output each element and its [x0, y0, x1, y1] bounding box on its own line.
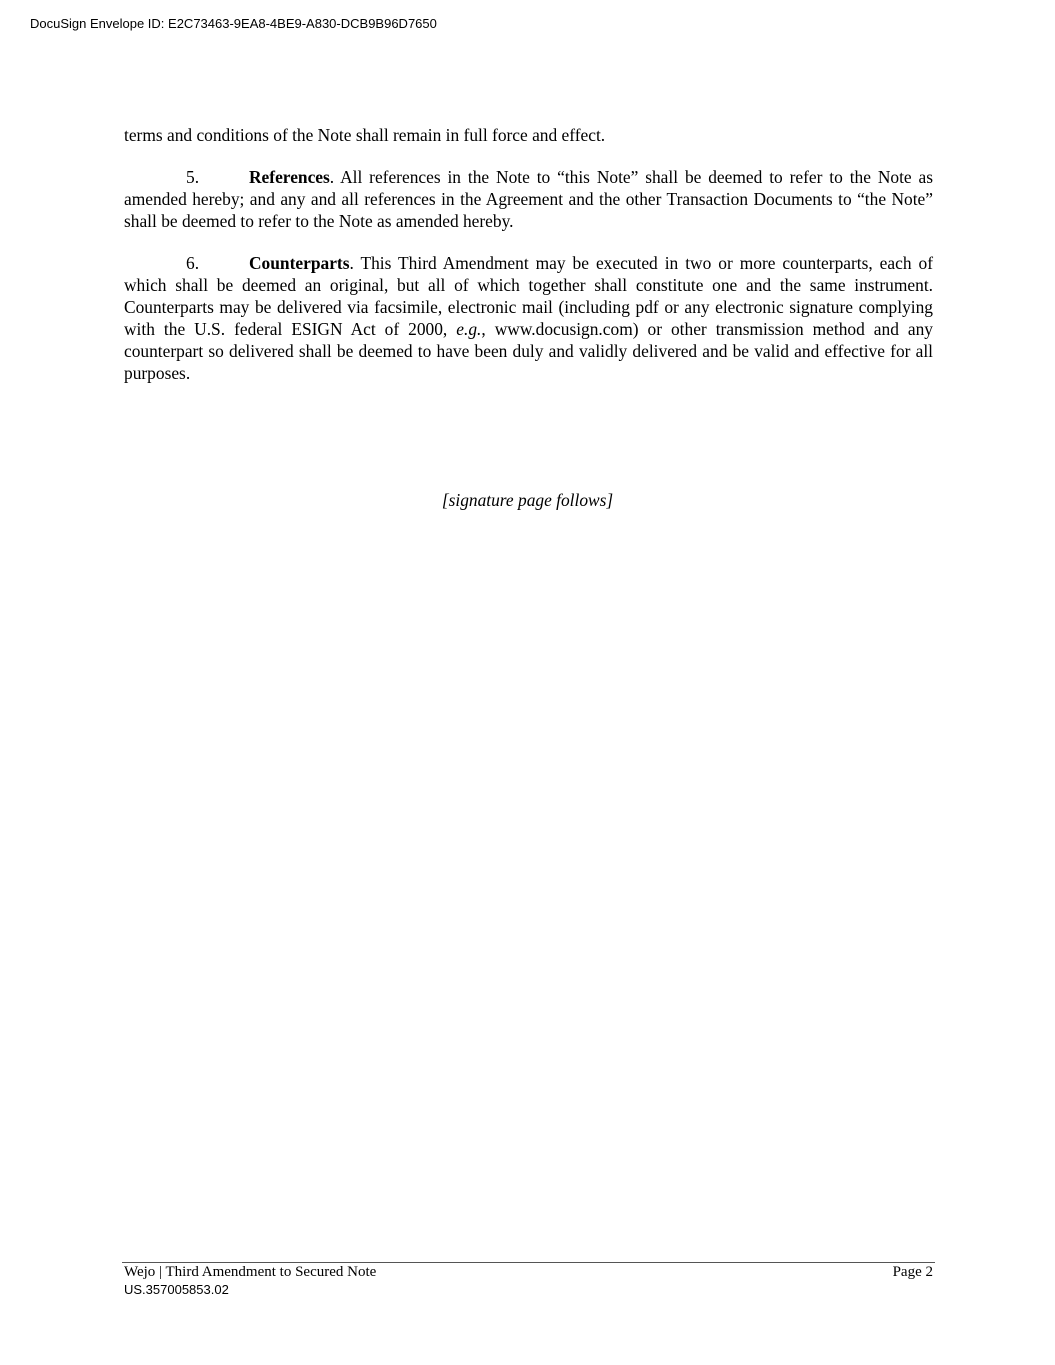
footer-document-id: US.357005853.02 — [124, 1282, 229, 1297]
section-text: . All references in the Note to “this Note” shall be deemed to refer to the Note as amended hereby; and any and all references in the Agreement and the other Transaction Documents to “the Note” shall be deemed to refer to the Note as amended hereby. — [124, 167, 933, 231]
paragraph-spacer — [124, 232, 933, 252]
section-number: 5. — [186, 167, 200, 187]
footer-page-number: Page 2 — [892, 1264, 933, 1280]
section-references — [124, 166, 933, 232]
section-number: 6. — [186, 253, 200, 273]
section-text-italic: e.g. — [456, 319, 482, 339]
document-body — [124, 124, 933, 384]
section-counterparts — [124, 252, 933, 384]
section-text: . This Third Amendment may be executed in two or more counterparts, each of which shall be deemed an original, but all of which together shall constitute one and the same instrument. Counterparts may be delivered via facsimile, electronic mail (including pdf or any electronic signature complying with the U.S. federal ESIGN Act of 2000, — [124, 253, 933, 339]
signature-page-follows-note: [signature page follows] — [441, 490, 614, 510]
section-text: , www.docusign.com) or other transmission method and any counterpart so delivered shall be deemed to have been duly and validly delivered and be valid and effective for all purposes. — [124, 319, 933, 383]
paragraph-spacer — [124, 146, 933, 166]
continuation-paragraph: terms and conditions of the Note shall remain in full force and effect. — [124, 125, 606, 145]
footer-divider — [122, 1262, 935, 1263]
section-heading: References — [249, 167, 330, 187]
section-heading: Counterparts — [249, 253, 350, 273]
docusign-envelope-id: DocuSign Envelope ID: E2C73463-9EA8-4BE9-A830-DCB9B96D7650 — [30, 16, 437, 31]
footer-title: Wejo | Third Amendment to Secured Note — [124, 1264, 377, 1280]
